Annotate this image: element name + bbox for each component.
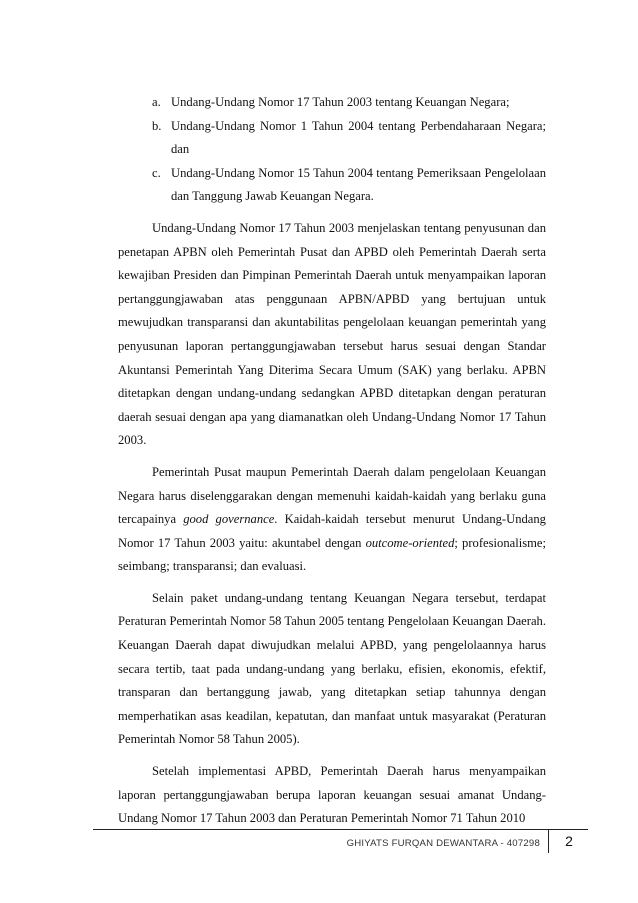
paragraph-apbn: Undang-Undang Nomor 17 Tahun 2003 menjelaskan tentang penyusunan dan penetapan APBN oleh Pemerintah Pusat dan APBD oleh Pemerintah Daerah serta kewajiban Presiden dan Pimpinan Pemerintah Daerah untuk menyampaikan laporan pertanggungjawaban atas penggunaan APBN/APBD yang bertujuan untuk mewujudkan transparansi dan akuntabilitas pengelolaan keuangan pemerintah yang penyusunan laporan pertanggungjawaban tersebut harus sesuai dengan Standar Akuntansi Pemerintah Yang Diterima Secara Umum (SAK) yang berlaku. APBN ditetapkan dengan undang-undang sedangkan APBD ditetapkan dengan peraturan daerah sesuai dengan apa yang diamanatkan oleh Undang-Undang Nomor 17 Tahun 2003. [118,220,546,448]
list-marker: a. [152,95,161,109]
paragraph-text: ; profesionalisme; seimbang; transparansi; dan evaluasi. [118,535,546,574]
list-item [118,91,546,115]
list-item-text: Undang-Undang Nomor 15 Tahun 2004 tentang Pemeriksaan Pengelolaan dan Tanggung Jawab Keuangan Negara. [171,165,546,204]
page-content [118,91,546,831]
footer-author: GHIYATS FURQAN DEWANTARA - 407298 [346,838,540,849]
law-list [118,91,546,209]
italic-term: good governance [183,512,275,527]
list-item [118,115,546,162]
list-item [118,162,546,209]
list-marker: c. [152,165,161,180]
paragraph-text: Pemerintah Pusat maupun Pemerintah Daerah dalam pengelolaan Keuangan Negara harus diselenggarakan dengan memenuhi kaidah-kaidah yang berlaku guna tercapainya [118,464,546,527]
italic-term: outcome-oriented [365,535,455,550]
paragraph-pp58: Selain paket undang-undang tentang Keuangan Negara tersebut, terdapat Peraturan Pemerintah Nomor 58 Tahun 2005 tentang Pengelolaan Keuangan Daerah. Keuangan Daerah dapat diwujudkan melalui APBD, yang pengelolaannya harus secara tertib, taat pada undang-undang yang berlaku, efisien, ekonomis, efektif, transparan dan bertanggung jawab, yang ditetapkan setiap tahunnya dengan memperhatikan asas keadilan, kepatutan, dan manfaat untuk masyarakat (Peraturan Pemerintah Nomor 58 Tahun 2005). [118,590,546,747]
page-number: 2 [548,829,589,853]
paragraph-text: . Kaidah-kaidah tersebut menurut Undang-Undang Nomor 17 Tahun 2003 yaitu: akuntabel dengan [118,512,546,550]
list-item-text: Undang-Undang Nomor 1 Tahun 2004 tentang Perbendaharaan Negara; dan [171,118,546,157]
list-marker: b. [152,118,162,133]
paragraph-governance [118,461,546,579]
paragraph-implementation: Setelah implementasi APBD, Pemerintah Daerah harus menyampaikan laporan pertanggungjawaban berupa laporan keuangan sesuai amanat Undang-Undang Nomor 17 Tahun 2003 dan Peraturan Pemerintah Nomor 71 Tahun 2010 [118,764,546,826]
footer-divider [93,829,588,830]
list-item-text: Undang-Undang Nomor 17 Tahun 2003 tentang Keuangan Negara; [171,95,510,109]
